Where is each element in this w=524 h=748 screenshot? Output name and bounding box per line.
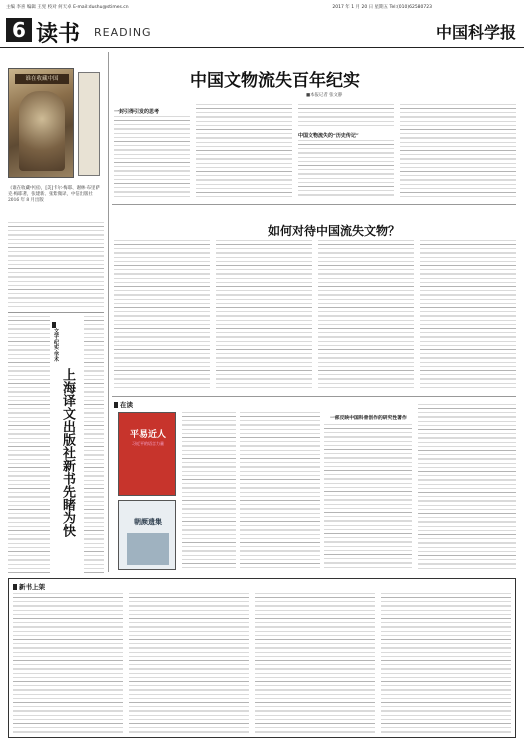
main-subhead-2: 中国文物流失的“历史传记”: [298, 133, 359, 139]
section-title: 读书: [36, 22, 81, 47]
main-body-col-2: [196, 104, 292, 198]
new-books-col-1: [13, 593, 123, 733]
main-subhead-1: 一封引得引发的思考: [114, 109, 160, 115]
main-headline: 中国文物流失百年纪实: [190, 71, 360, 91]
book-cover-2: [118, 500, 176, 570]
book-cover-spine: [78, 72, 100, 176]
main-body-col-3: [298, 104, 394, 128]
main-body-col-3b: [298, 140, 394, 198]
bottom-body-col-4: [418, 404, 516, 570]
date-info: 2017 年 1 月 20 日 星期五 Tel:(010)62580723: [332, 5, 432, 10]
book-cover-1-subtitle: 习近平的语言力量: [132, 441, 164, 446]
section-tag-new-books: 新书上架: [13, 582, 45, 591]
section-tag-reading: 在读: [114, 400, 133, 409]
book-cover-1: [118, 412, 176, 496]
divider: [112, 396, 516, 397]
top-info-bar: [0, 0, 524, 14]
kicker-label: 文学·纪实·学术: [52, 322, 60, 361]
divider: [8, 312, 104, 313]
book-cover-2-title: 朝颜遗集: [134, 517, 162, 526]
new-books-box: [8, 578, 516, 738]
editor-info: 主编 李喜 编辑 王宪 校对 何天卓 E-mail:dushu@stimes.cn: [6, 5, 129, 10]
book-cover-image: [8, 68, 74, 178]
secondary-body-col-1: [114, 240, 210, 390]
secondary-body-col-3: [318, 240, 414, 390]
page-number: 6: [6, 18, 32, 42]
left-body-text-1: [8, 222, 104, 308]
divider: [112, 204, 516, 205]
book-cover-1-title: 平易近人: [129, 430, 166, 440]
main-byline: ■本报记者 张文静: [306, 93, 343, 98]
main-body-col-4: [400, 104, 516, 198]
vertical-headline: 上海译文出版社新书先睹为快: [60, 368, 75, 537]
main-body-col-1: [114, 116, 190, 198]
left-body-text-2: [8, 316, 50, 574]
new-books-col-3: [255, 593, 375, 733]
secondary-body-col-2: [216, 240, 312, 390]
bottom-body-col-2: [240, 412, 320, 570]
new-books-col-4: [381, 593, 511, 733]
secondary-headline: 如何对待中国流失文物？: [268, 224, 401, 238]
column-divider: [108, 52, 109, 572]
secondary-body-col-4: [420, 240, 516, 390]
bottom-body-col-3: [324, 424, 412, 570]
newspaper-masthead: 中国科学报: [435, 23, 516, 42]
new-books-col-2: [129, 593, 249, 733]
book-caption: 《谁在收藏中国》，[美]卡尔·梅耶、谢林·布里萨克·梅耶著，张建新、张紫微译，中信出版社 2016 年 8 月出版: [8, 186, 100, 203]
page-header: [0, 14, 524, 48]
book-cover-title: 谁在收藏中国: [15, 74, 69, 84]
bottom-subhead: 一部反映中国科普创作的研究性著作: [330, 415, 407, 421]
left-body-text-3: [84, 316, 104, 574]
section-title-en: READING: [94, 26, 152, 39]
bottom-body-col-1: [182, 412, 236, 570]
